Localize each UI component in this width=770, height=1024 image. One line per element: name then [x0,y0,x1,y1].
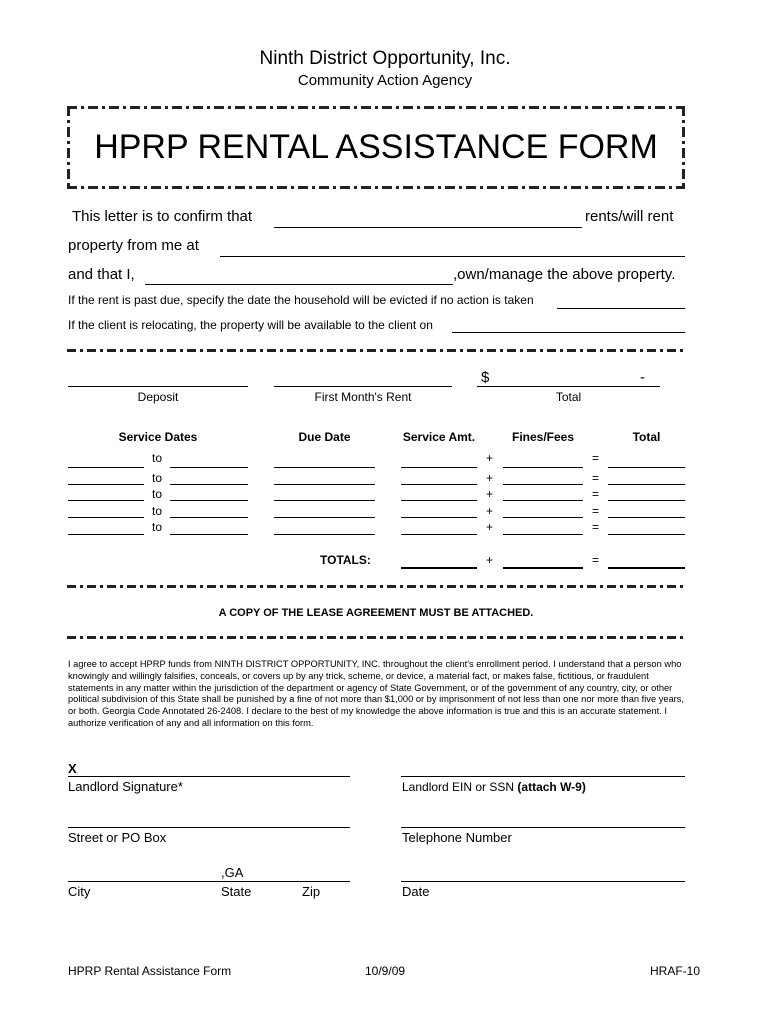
service-end-field[interactable] [170,467,248,468]
service-amt-field[interactable] [401,500,477,501]
title-frame-bottom [67,186,685,189]
ein-attach-note: (attach W-9) [517,780,586,794]
fines-fees-field[interactable] [503,500,583,501]
service-amt-field[interactable] [401,467,477,468]
landlord-signature-label: Landlord Signature* [68,779,183,794]
service-amt-field[interactable] [401,534,477,535]
fines-fees-field[interactable] [503,484,583,485]
date-field[interactable] [401,881,685,882]
service-start-field[interactable] [68,484,144,485]
signature-x-mark: X [68,761,77,776]
due-date-field[interactable] [274,534,375,535]
service-end-field[interactable] [170,484,248,485]
footer-form-name: HPRP Rental Assistance Form [68,964,232,978]
row-total-field[interactable] [608,484,685,485]
totals-fines-fees-field[interactable] [503,567,583,569]
plus-sign: + [486,451,494,465]
street-label: Street or PO Box [68,830,167,845]
org-name: Ninth District Opportunity, Inc. [259,48,511,69]
totals-service-amt-field[interactable] [401,567,477,569]
to-label: to [152,504,163,518]
evict-text: If the rent is past due, specify the date the household will be evicted if no action is taken [68,293,534,307]
property-address-field[interactable] [220,256,685,257]
due-date-field[interactable] [274,484,375,485]
header-service-amt: Service Amt. [402,430,476,444]
evict-date-field[interactable] [557,308,685,309]
header-fines-fees: Fines/Fees [511,430,575,444]
form-title: HPRP RENTAL ASSISTANCE FORM [94,128,658,166]
plus-sign: + [486,471,494,485]
to-label: to [152,471,163,485]
first-month-label: First Month's Rent [314,390,412,404]
tenant-name-field[interactable] [274,227,582,228]
totals-plus-sign: + [486,553,494,567]
agreement-text: I agree to accept HPRP funds from NINTH DISTRICT OPPORTUNITY, INC. throughout the client's enrollment period. I understand that a person who knowingly and willingly falsifies, conceals, or covers up by any trick, scheme, or device, a material fact, or makes false, fictitious, or fraudulent statements in any matter within the jurisdiction of the department or agency of State Government, or of the government of any country, city, or other political subdivision of this State shall be punished by a fine of not more than $1,000 or by imprisonment of not less than one nor more than five years, or both. Georgia Code Annotated 26-2408. I declare to the best of my knowledge the above information is true and this is an accurate statement. I authorize verification of any and all information on this form. [68,659,685,728]
fines-fees-field[interactable] [503,517,583,518]
total-dash: - [640,369,645,386]
service-end-field[interactable] [170,517,248,518]
confirm-line2-prefix: property from me at [68,237,199,254]
agency-name: Community Action Agency [297,72,473,89]
plus-sign: + [486,520,494,534]
equals-sign: = [592,520,600,534]
service-end-field[interactable] [170,534,248,535]
totals-equals-sign: = [592,553,600,567]
grand-total-field[interactable] [608,567,685,569]
header-total: Total [632,430,661,444]
row-total-field[interactable] [608,534,685,535]
divider-2 [67,585,685,588]
confirm-line1-prefix: This letter is to confirm that [72,208,253,225]
equals-sign: = [592,451,600,465]
deposit-field[interactable] [68,386,248,387]
to-label: to [152,487,163,501]
service-start-field[interactable] [68,517,144,518]
available-date-field[interactable] [452,332,685,333]
payment-total-field[interactable] [477,386,660,387]
footer-date: 10/9/09 [365,964,406,978]
footer-code: HRAF-10 [650,964,701,978]
city-state-zip-field[interactable] [68,881,350,882]
service-start-field[interactable] [68,534,144,535]
city-label: City [68,884,91,899]
row-total-field[interactable] [608,500,685,501]
deposit-label: Deposit [137,390,179,404]
lease-notice: A COPY OF THE LEASE AGREEMENT MUST BE ATTACHED. [218,607,534,619]
service-amt-field[interactable] [401,484,477,485]
payment-total-label: Total [555,390,582,404]
telephone-label: Telephone Number [402,830,512,845]
confirm-line3-prefix: and that I, [68,266,135,283]
header-service-dates: Service Dates [118,430,198,444]
divider-3 [67,636,685,639]
fines-fees-field[interactable] [503,534,583,535]
due-date-field[interactable] [274,500,375,501]
ga-prefill: ,GA [221,865,244,880]
header-due-date: Due Date [298,430,351,444]
confirm-line1-suffix: rents/will rent [585,208,674,225]
street-field[interactable] [68,827,350,828]
ein-label-group [402,780,586,794]
landlord-signature-field[interactable] [68,776,350,777]
fines-fees-field[interactable] [503,467,583,468]
confirm-line3-suffix: ,own/manage the above property. [453,266,676,283]
first-month-field[interactable] [274,386,452,387]
row-total-field[interactable] [608,517,685,518]
zip-label: Zip [302,884,321,899]
divider-1 [67,349,685,352]
equals-sign: = [592,487,600,501]
service-amt-field[interactable] [401,517,477,518]
service-end-field[interactable] [170,500,248,501]
state-label: State [221,884,252,899]
to-label: to [152,520,163,534]
ein-label: Landlord EIN or SSN [402,780,515,794]
plus-sign: + [486,504,494,518]
to-label: to [152,451,163,465]
plus-sign: + [486,487,494,501]
title-frame-top [67,106,685,109]
dollar-sign: $ [481,369,490,386]
telephone-field[interactable] [401,827,685,828]
due-date-field[interactable] [274,467,375,468]
totals-label: TOTALS: [320,553,371,567]
equals-sign: = [592,471,600,485]
service-start-field[interactable] [68,500,144,501]
service-start-field[interactable] [68,467,144,468]
due-date-field[interactable] [274,517,375,518]
available-text: If the client is relocating, the property will be available to the client on [68,318,433,332]
equals-sign: = [592,504,600,518]
date-label: Date [402,884,430,899]
landlord-name-field[interactable] [145,284,453,285]
ein-ssn-field[interactable] [401,776,685,777]
row-total-field[interactable] [608,467,685,468]
